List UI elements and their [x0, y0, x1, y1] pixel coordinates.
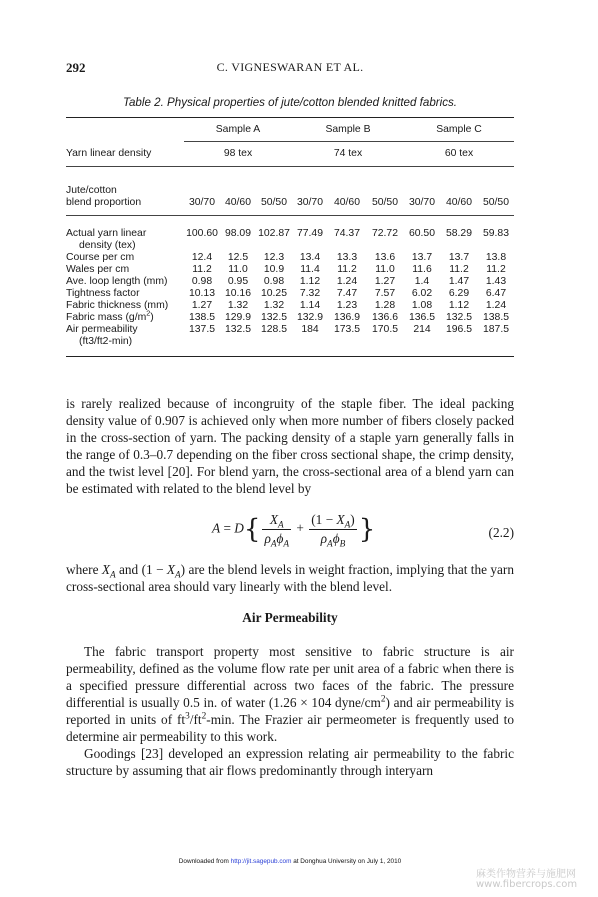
table-cell: 58.29	[445, 228, 472, 239]
table-row	[66, 324, 514, 357]
table-cell: 6.47	[485, 288, 507, 299]
table-cell: 13.6	[374, 252, 396, 263]
table-row	[66, 300, 514, 312]
body-paragraph-air-permeability: The fabric transport property most sensitive to fabric structure is air permeability, defined as the volume flow rate per unit area of a fabric when there is a specified pressure differential across two faces of the fabric. The pressure differential is usually 0.5 in. of water (1.26 × 104 dyne/$cm^2$) and air permeability is reported in units of $ft^3/ft^2-\min$. The Frazier air permeometer is frequently used to determine air permeability to this work.	[66, 644, 515, 745]
row-label: Fabric thickness (mm)	[66, 300, 169, 311]
table-caption: Table 2. Physical properties of jute/cotton blended knitted fabrics.	[122, 96, 458, 109]
table-cell: 7.47	[336, 288, 358, 299]
row-label: Actual yarn linear density (tex)	[66, 228, 147, 251]
table-cell: 187.5	[478, 324, 514, 357]
table-cell: 136.5	[408, 312, 435, 323]
table-cell: 132.9	[296, 312, 323, 323]
blend-cell: 50/50	[366, 167, 404, 216]
table-cell: 1.27	[191, 300, 213, 311]
table-cell: 11.0	[228, 264, 248, 275]
sagepub-link[interactable]: http://jit.sagepub.com	[230, 858, 292, 865]
table-cell: 1.4	[414, 276, 430, 287]
properties-table	[66, 117, 514, 357]
table-cell: 59.83	[482, 228, 509, 239]
table-cell: 132.5	[445, 312, 472, 323]
table-cell: 10.25	[260, 288, 287, 299]
section-heading: Air Permeability	[242, 610, 338, 625]
watermark-url: www.fibercrops.com	[476, 879, 578, 890]
table-cell: 11.2	[192, 264, 212, 275]
table-cell: 1.12	[299, 276, 321, 287]
page-number: 292	[66, 60, 86, 75]
table-row	[66, 288, 514, 300]
body-paragraph-blend: where $X_A$ and $(1 - X_A)$ are the blend levels in weight fraction, implying that the yarn cross-sectional area should vary linearly with the blend level.	[66, 562, 514, 595]
table-cell: 137.5	[184, 324, 220, 357]
table-cell: 184	[292, 324, 328, 357]
table-cell: 72.72	[371, 228, 398, 239]
table-row	[66, 216, 514, 253]
table-cell: 1.28	[374, 300, 396, 311]
table-cell: 13.7	[448, 252, 470, 263]
table-cell: 1.43	[485, 276, 507, 287]
table-cell: 132.5	[220, 324, 256, 357]
table-cell: 11.2	[337, 264, 357, 275]
blend-cell: 30/70	[404, 167, 440, 216]
table-cell: 10.16	[224, 288, 251, 299]
table-cell: 77.49	[296, 228, 323, 239]
table-cell: 1.08	[411, 300, 433, 311]
table-cell: 13.4	[299, 252, 321, 263]
table-cell: 1.32	[227, 300, 249, 311]
blend-cell: 50/50	[256, 167, 292, 216]
table-cell: 11.6	[412, 264, 432, 275]
table-cell: 102.87	[258, 228, 290, 239]
table-cell: 10.9	[263, 264, 285, 275]
table-row	[66, 312, 514, 324]
table-cell: 7.57	[374, 288, 396, 299]
row-label: Course per cm	[66, 252, 135, 263]
table-cell: 214	[404, 324, 440, 357]
table-cell: 1.23	[336, 300, 358, 311]
table-cell: 13.7	[411, 252, 433, 263]
table-cell: 0.95	[227, 276, 249, 287]
table-cell: 12.4	[191, 252, 213, 263]
table-cell: 11.0	[375, 264, 395, 275]
table-cell: 11.4	[300, 264, 320, 275]
blend-cell: 40/60	[220, 167, 256, 216]
table-cell: 13.3	[336, 252, 358, 263]
table-cell: 138.5	[482, 312, 509, 323]
page-header	[66, 60, 514, 78]
table-cell: 0.98	[263, 276, 285, 287]
table-cell: 136.6	[371, 312, 398, 323]
table-cell: 1.27	[374, 276, 396, 287]
blend-label: Jute/cotton blend proportion	[66, 167, 184, 216]
table-cell: 74.37	[333, 228, 360, 239]
blend-header-row	[66, 167, 514, 216]
table-cell: 0.98	[191, 276, 213, 287]
yarn-density-label: Yarn linear density	[66, 142, 184, 167]
blend-cell: 30/70	[184, 167, 220, 216]
table-cell: 6.29	[448, 288, 470, 299]
table-row	[66, 276, 514, 288]
table-cell: 1.32	[263, 300, 285, 311]
table-cell: 129.9	[224, 312, 251, 323]
table-cell: 128.5	[256, 324, 292, 357]
watermark-text: 麻类作物营养与施肥网	[476, 869, 576, 880]
table-cell: 60.50	[408, 228, 435, 239]
equation-number: (2.2)	[488, 525, 514, 540]
density-header-row	[66, 142, 514, 167]
table-cell: 12.5	[227, 252, 249, 263]
table-cell: 136.9	[333, 312, 360, 323]
table-cell: 1.24	[485, 300, 507, 311]
table-cell: 1.47	[448, 276, 470, 287]
sample-a-header: Sample A	[184, 118, 292, 142]
blend-cell: 40/60	[328, 167, 366, 216]
body-paragraph-goodings: Goodings [23] developed an expression relating air permeability to the fabric structure by assuming that air flows predominantly through interyarn	[66, 746, 514, 779]
running-head: C. VIGNESWARAN ET AL.	[216, 60, 364, 74]
density-b: 74 tex	[292, 142, 404, 167]
table-cell: 98.09	[224, 228, 251, 239]
table-cell: 6.02	[411, 288, 433, 299]
row-label: Tightness factor	[66, 288, 140, 299]
table-cell: 13.8	[485, 252, 507, 263]
table-row	[66, 252, 514, 264]
blend-cell: 50/50	[478, 167, 514, 216]
row-label: Wales per cm	[66, 264, 130, 275]
table-cell: 7.32	[299, 288, 321, 299]
table-cell: 1.14	[299, 300, 321, 311]
sample-header-row	[66, 118, 514, 142]
table-cell: 11.2	[449, 264, 469, 275]
table-cell: 100.60	[186, 228, 218, 239]
blend-cell: 30/70	[292, 167, 328, 216]
row-label: Ave. loop length (mm)	[66, 276, 168, 287]
table-cell: 12.3	[263, 252, 285, 263]
equation-body: A = D{ $\frac{X_A}{\rho_A\phi_A}$ + $\frac{(1 - X_A)}{\rho_A\phi_B}$ }	[212, 512, 376, 550]
table-cell: 196.5	[440, 324, 478, 357]
table-cell: 170.5	[366, 324, 404, 357]
table-row	[66, 264, 514, 276]
equation-2-2	[66, 512, 514, 552]
table-cell: 132.5	[260, 312, 287, 323]
body-paragraph-packing: is rarely realized because of incongruity of the staple fiber. The ideal packing density value of 0.907 is achieved only when more number of fibers closely packed in the cross-section of yarn. The packing density of a staple yarn generally falls in the range of 0.3–0.7 depending on the fiber cross sectional shape, the crimp density, and the twist level [20]. For blend yarn, the cross-sectional area of a blend yarn can be estimated with related to the blend level by	[66, 396, 514, 497]
table-cell: 11.2	[486, 264, 506, 275]
table-cell: 1.24	[336, 276, 358, 287]
table-cell: 173.5	[328, 324, 366, 357]
density-a: 98 tex	[184, 142, 292, 167]
table-cell: 1.12	[448, 300, 470, 311]
density-c: 60 tex	[404, 142, 514, 167]
row-label: Fabric mass $(g/m^2)$	[66, 308, 154, 323]
sample-c-header: Sample C	[404, 118, 514, 142]
table-cell: 10.13	[188, 288, 215, 299]
table-cell: 138.5	[188, 312, 215, 323]
download-footer: Downloaded from http://jit.sagepub.com at Donghua University on July 1, 2010	[178, 858, 402, 865]
blend-cell: 40/60	[440, 167, 478, 216]
row-label: Air permeability (ft3/ft2-min)	[66, 324, 184, 357]
sample-b-header: Sample B	[292, 118, 404, 142]
